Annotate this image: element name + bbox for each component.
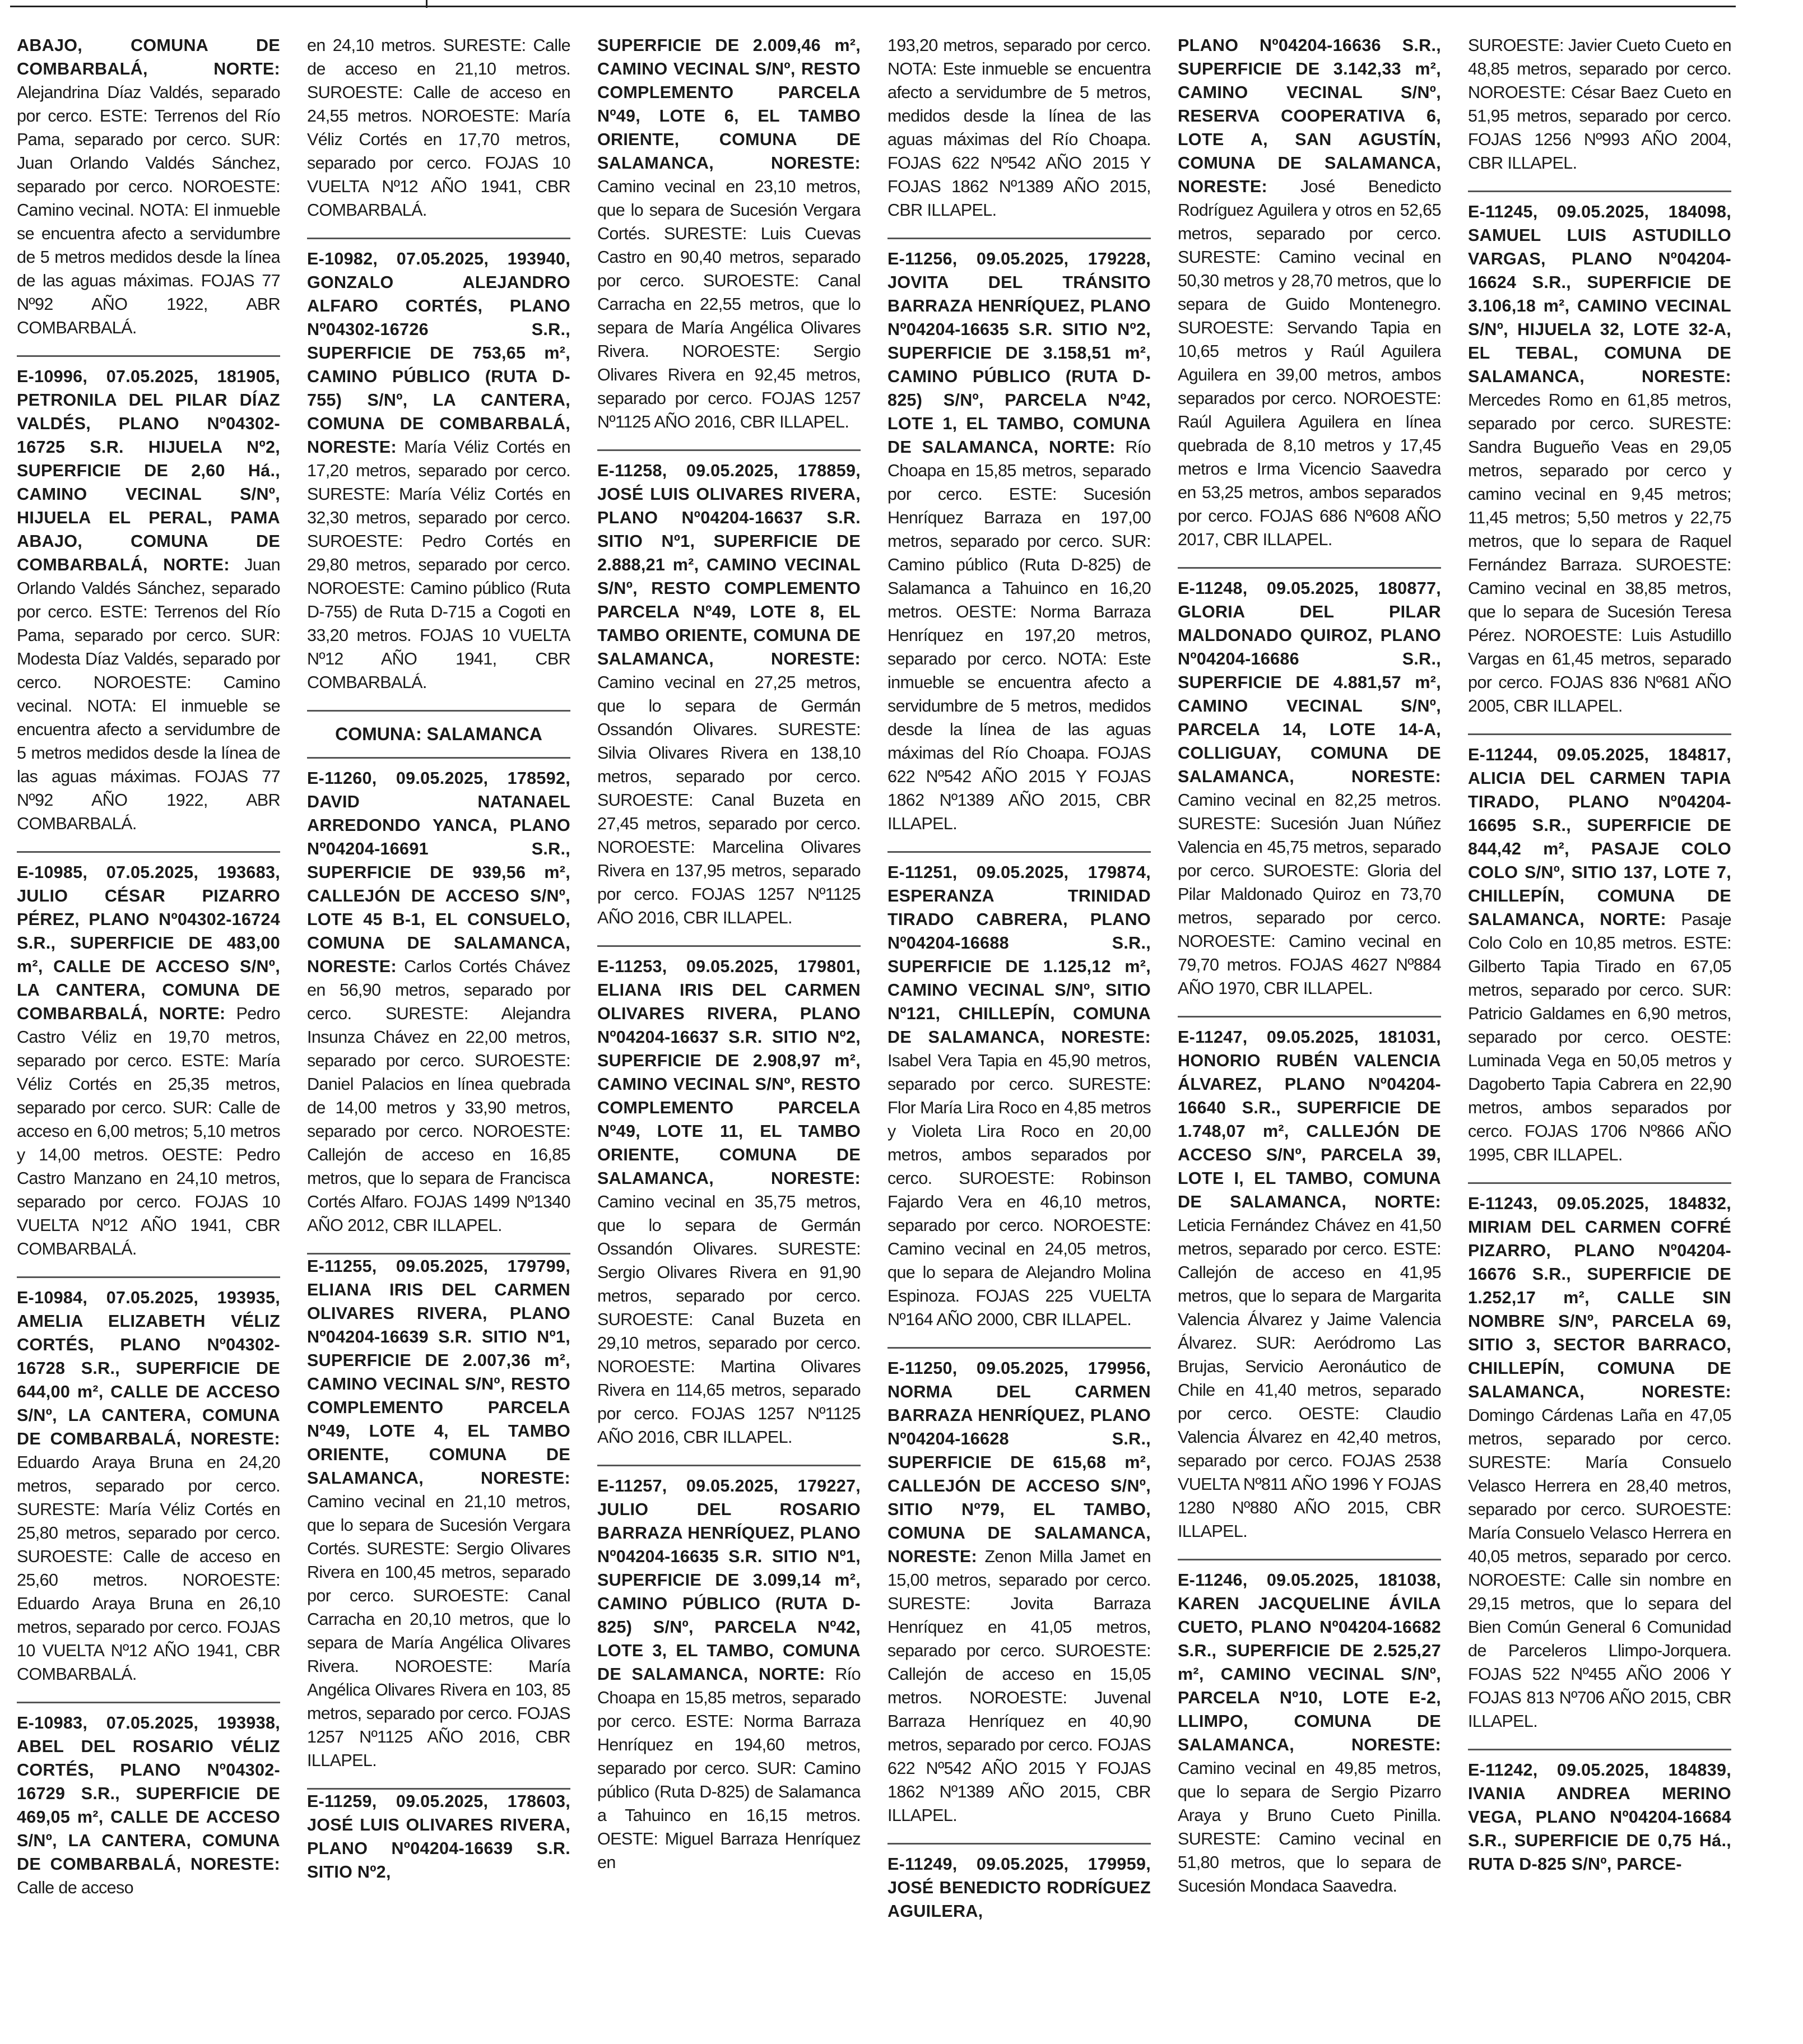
entry-heading: PLANO Nº04204-16636 S.R., SUPERFICIE DE 3.142,33 m², CAMINO VECINAL S/Nº, RESERVA COOPERATIVA 6, LOTE A, SAN AGUSTÍN, COMUNA DE SALAMANCA, NORESTE: (1178, 36, 1441, 196)
entry-heading: E-10996, 07.05.2025, 181905, PETRONILA DEL PILAR DÍAZ VALDÉS, PLANO Nº04302-16725 S.R. HIJUELA Nº2, SUPERFICIE DE 2,60 Há., CAMINO VECINAL S/Nº, HIJUELA EL PERAL, PAMA ABAJO, COMUNA DE COMBARBALÁ, NORTE: (17, 367, 280, 574)
entry-body: Isabel Vera Tapia en 45,90 metros, separado por cerco. SURESTE: Flor María Lira Roco en 4,85 metros y Violeta Lira Roco en 20,00 metros, ambos separados por cerco. SUROESTE: Robinson Fajardo Vera en 46,10 metros, separado por cerco. NOROESTE: Camino vecinal en 24,05 metros, que lo separa de Alejandro Molina Espinoza. FOJAS 225 VUELTA Nº164 AÑO 2000, CBR ILLAPEL. (887, 1051, 1151, 1329)
entry-body: Leticia Fernández Chávez en 41,50 metros, separado por cerco. ESTE: Callejón de acceso en 41,95 metros, que lo separa de Margarita Valencia Álvarez y Jaime Valencia Álvarez. SUR: Aeródromo Las Brujas, Servicio Aeronáutico de Chile en 41,40 metros, separado por cerco. OESTE: Claudio Valencia Álvarez en 42,40 metros, separado por cerco. FOJAS 2538 VUELTA Nº811 AÑO 1996 Y FOJAS 1280 Nº880 AÑO 2015, CBR ILLAPEL. (1178, 1216, 1441, 1541)
entry-heading: E-11242, 09.05.2025, 184839, IVANIA ANDREA MERINO VEGA, PLANO Nº04204-16684 S.R., SUPERFICIE DE 0,75 Há., RUTA D-825 S/Nº, PARCE- (1468, 1760, 1731, 1874)
entry-heading: SUPERFICIE DE 2.009,46 m², CAMINO VECINAL S/Nº, RESTO COMPLEMENTO PARCELA Nº49, LOTE 6, EL TAMBO ORIENTE, COMUNA DE SALAMANCA, NORESTE: (597, 36, 861, 173)
column-4 (887, 34, 1151, 2028)
entry-heading: E-11243, 09.05.2025, 184832, MIRIAM DEL CARMEN COFRÉ PIZARRO, PLANO Nº04204-16676 S.R., SUPERFICIE DE 1.252,17 m², CALLE SIN NOMBRE S/Nº, PARCELA 69, SITIO 3, SECTOR BARRACO, CHILLEPÍN, COMUNA DE SALAMANCA, NORESTE: (1468, 1194, 1731, 1401)
entry-body: 193,20 metros, separado por cerco. NOTA: Este inmueble se encuentra afecto a servidumbre de 5 metros, medidos desde la línea de las aguas máximas del Río Choapa. FOJAS 622 Nº542 AÑO 2015 Y FOJAS 1862 Nº1389 AÑO 2015, CBR ILLAPEL. (887, 36, 1151, 220)
column-1 (17, 34, 280, 2028)
column-3 (597, 34, 861, 2028)
entry-body: Carlos Cortés Chávez en 56,90 metros, separado por cerco. SURESTE: Alejandra Insunza Chávez en 22,00 metros, separado por cerco. SUROESTE: Daniel Palacios en línea quebrada de 14,00 metros y 33,90 metros, separado por cerco. NOROESTE: Callejón de acceso en 16,85 metros, que lo separa de Francisca Cortés Alfaro. FOJAS 1499 Nº1340 AÑO 2012, CBR ILLAPEL. (307, 957, 570, 1235)
entry-body: en 24,10 metros. SURESTE: Calle de acceso en 21,10 metros. SUROESTE: Calle de acceso en 24,55 metros. NOROESTE: María Véliz Cortés en 17,70 metros, separado por cerco. FOJAS 10 VUELTA Nº12 AÑO 1941, CBR COMBARBALÁ. (307, 36, 570, 220)
column-5 (1178, 34, 1441, 2028)
entry-body: María Véliz Cortés en 17,20 metros, separado por cerco. SURESTE: María Véliz Cortés en 32,30 metros, separado por cerco. SUROESTE: Pedro Cortés en 29,80 metros, separado por cerco. NOROESTE: Camino público (Ruta D-755) de Ruta D-715 a Cogoti en 33,20 metros. FOJAS 10 VUELTA Nº12 AÑO 1941, CBR COMBARBALÁ. (307, 438, 570, 692)
entry-body: Camino vecinal en 27,25 metros, que lo separa de Germán Ossandón Olivares. SURESTE: Silvia Olivares Rivera en 138,10 metros, separado por cerco. SUROESTE: Canal Buzeta en 27,45 metros, separado por cerco. NOROESTE: Marcelina Olivares Rivera en 137,95 metros, separado por cerco. FOJAS 1257 Nº1125 AÑO 2016, CBR ILLAPEL. (597, 673, 861, 927)
entry-heading: E-11259, 09.05.2025, 178603, JOSÉ LUIS OLIVARES RIVERA, PLANO Nº04204-16639 S.R. SITIO Nº2, (307, 1792, 570, 1882)
notice-entry (597, 1466, 861, 1890)
notice-entry (1178, 34, 1441, 569)
entry-body: Domingo Cárdenas Laña en 47,05 metros, separado por cerco. SURESTE: María Consuelo Velasco Herrera en 28,40 metros, separado por cerco. SUROESTE: María Consuelo Velasco Herrera en 40,05 metros, separado por cerco. NOROESTE: Calle sin nombre en 29,15 metros, que lo separa del Bien Común General 6 Comunidad de Parceleros Llimpo-Jorquera. FOJAS 522 Nº455 AÑO 2006 Y FOJAS 813 Nº706 AÑO 2015, CBR ILLAPEL. (1468, 1406, 1731, 1731)
notice-entry (597, 451, 861, 947)
entry-heading: E-11247, 09.05.2025, 181031, HONORIO RUBÉN VALENCIA ÁLVAREZ, PLANO Nº04204-16640 S.R., SUPERFICIE DE 1.748,07 m², CALLEJÓN DE ACCESO S/Nº, PARCELA 39, LOTE I, EL TAMBO, COMUNA DE SALAMANCA, NORTE: (1178, 1028, 1441, 1211)
notice-entry (1178, 1018, 1441, 1560)
entry-body: Río Choapa en 15,85 metros, separado por cerco. ESTE: Norma Barraza Henríquez en 194,60 metros, separado por cerco. SUR: Camino público (Ruta D-825) de Salamanca a Tahuinco en 16,15 metros. OESTE: Miguel Barraza Henríquez en (597, 1665, 861, 1872)
entry-heading: E-11260, 09.05.2025, 178592, DAVID NATANAEL ARREDONDO YANCA, PLANO Nº04204-16691 S.R., SUPERFICIE DE 939,56 m², CALLEJÓN DE ACCESO S/Nº, LOTE 45 B-1, EL CONSUELO, COMUNA DE SALAMANCA, NORESTE: (307, 769, 570, 976)
notice-entry (887, 1349, 1151, 1845)
column-2 (307, 34, 570, 2028)
notice-entry (17, 853, 280, 1278)
entry-body: Camino vecinal en 35,75 metros, que lo separa de Germán Ossandón Olivares. SURESTE: Sergio Olivares Rivera en 91,90 metros, separado por cerco. SUROESTE: Canal Buzeta en 29,10 metros, separado por cerco. NOROESTE: Martina Olivares Rivera en 114,65 metros, separado por cerco. FOJAS 1257 Nº1125 AÑO 2016, CBR ILLAPEL. (597, 1192, 861, 1447)
entry-heading: E-10984, 07.05.2025, 193935, AMELIA ELIZABETH VÉLIZ CORTÉS, PLANO Nº04302-16728 S.R., SUPERFICIE DE 644,00 m², CALLE DE ACCESO S/Nº, LA CANTERA, COMUNA DE COMBARBALÁ, NORESTE: (17, 1288, 280, 1448)
entry-heading: E-10985, 07.05.2025, 193683, JULIO CÉSAR PIZARRO PÉREZ, PLANO Nº04302-16724 S.R., SUPERFICIE DE 483,00 m², CALLE DE ACCESO S/Nº, LA CANTERA, COMUNA DE COMBARBALÁ, NORTE: (17, 863, 280, 1023)
notice-entry (307, 767, 570, 1255)
entry-heading: E-11244, 09.05.2025, 184817, ALICIA DEL CARMEN TAPIA TIRADO, PLANO Nº04204-16695 S.R., SUPERFICIE DE 844,42 m², PASAJE COLO COLO S/Nº, SITIO 137, LOTE 7, CHILLEPÍN, COMUNA DE SALAMANCA, NORTE: (1468, 745, 1731, 929)
notice-entry (887, 853, 1151, 1349)
notice-entry (887, 239, 1151, 853)
column-6 (1468, 34, 1731, 2028)
entry-body: Calle de acceso (17, 1878, 134, 1897)
notice-entry (17, 1278, 280, 1703)
entry-heading: E-11245, 09.05.2025, 184098, SAMUEL LUIS ASTUDILLO VARGAS, PLANO Nº04204-16624 S.R., SUPERFICIE DE 3.106,18 m², CAMINO VECINAL S/Nº, HIJUELA 32, LOTE 32-A, EL TEBAL, COMUNA DE SALAMANCA, NORESTE: (1468, 202, 1731, 386)
entry-body: Río Choapa en 15,85 metros, separado por cerco. ESTE: Sucesión Henríquez Barraza en 197,00 metros, separado por cerco. SUR: Camino público (Ruta D-825) de Salamanca a Tahuinco en 16,20 metros. OESTE: Norma Barraza Henríquez en 197,20 metros, separado por cerco. NOTA: Este inmueble se encuentra afecto a servidumbre de 5 metros, medidos desde la línea de las aguas máximas del Río Choapa. FOJAS 622 Nº542 AÑO 2015 Y FOJAS 1862 Nº1389 AÑO 2015, CBR ILLAPEL. (887, 438, 1151, 833)
entry-body: Camino vecinal en 49,85 metros, que lo separa de Sergio Pizarro Araya y Bruno Cueto Pinilla. SURESTE: Camino vecinal en 51,80 metros, que lo separa de Sucesión Mondaca Saavedra. (1178, 1759, 1441, 1896)
notice-entry (1468, 735, 1731, 1184)
entry-heading: E-10982, 07.05.2025, 193940, GONZALO ALEJANDRO ALFARO CORTÉS, PLANO Nº04302-16726 S.R., SUPERFICIE DE 753,65 m², CAMINO PÚBLICO (RUTA D-755) S/Nº, LA CANTERA, COMUNA DE COMBARBALÁ, NORESTE: (307, 249, 570, 457)
entry-heading: E-11253, 09.05.2025, 179801, ELIANA IRIS DEL CARMEN OLIVARES RIVERA, PLANO Nº04204-16637 S.R. SITIO Nº2, SUPERFICIE DE 2.908,97 m², CAMINO VECINAL S/Nº, RESTO COMPLEMENTO PARCELA Nº49, LOTE 11, EL TAMBO ORIENTE, COMUNA DE SALAMANCA, NORESTE: (597, 957, 861, 1188)
entry-body: Juan Orlando Valdés Sánchez, separado por cerco. ESTE: Terrenos del Río Pama, separado por cerco. SUR: Modesta Díaz Valdés, separado por cerco. NOROESTE: Camino vecinal. NOTA: El inmueble se encuentra afecto a servidumbre de 5 metros medidos desde la línea de las aguas máximas. FOJAS 77 Nº92 AÑO 1922, ABR COMBARBALÁ. (17, 555, 280, 833)
notice-entry (307, 1255, 570, 1790)
entry-heading: E-11248, 09.05.2025, 180877, GLORIA DEL PILAR MALDONADO QUIROZ, PLANO Nº04204-16686 S.R., SUPERFICIE DE 4.881,57 m², CAMINO VECINAL S/Nº, PARCELA 14, LOTE 14-A, COLLIGUAY, COMUNA DE SALAMANCA, NORESTE: (1178, 579, 1441, 786)
notice-entry (17, 1703, 280, 1915)
entry-body: SUROESTE: Javier Cueto Cueto en 48,85 metros, separado por cerco. NOROESTE: César Baez Cueto en 51,95 metros, separado por cerco. FOJAS 1256 Nº993 AÑO 2004, CBR ILLAPEL. (1468, 36, 1731, 173)
entry-body: Camino vecinal en 82,25 metros. SURESTE: Sucesión Juan Núñez Valencia en 45,75 metros, separado por cerco. SUROESTE: Gloria del Pilar Maldonado Quiroz en 73,70 metros, separado por cerco. NOROESTE: Camino vecinal en 79,70 metros. FOJAS 4627 Nº884 AÑO 1970, CBR ILLAPEL. (1178, 791, 1441, 998)
notice-entry (597, 947, 861, 1466)
entry-body: Pedro Castro Véliz en 19,70 metros, separado por cerco. ESTE: María Véliz Cortés en 25,35 metros, separado por cerco. SUR: Calle de acceso en 6,00 metros; 5,10 metros y 14,00 metros. OESTE: Pedro Castro Manzano en 24,10 metros, separado por cerco. FOJAS 10 VUELTA Nº12 AÑO 1941, CBR COMBARBALÁ. (17, 1004, 280, 1258)
entry-heading: E-10983, 07.05.2025, 193938, ABEL DEL ROSARIO VÉLIZ CORTÉS, PLANO Nº04302-16729 S.R., SUPERFICIE DE 469,05 m², CALLE DE ACCESO S/Nº, LA CANTERA, COMUNA DE COMBARBALÁ, NORESTE: (17, 1713, 280, 1874)
notice-entry (1468, 192, 1731, 735)
entry-heading: ABAJO, COMUNA DE COMBARBALÁ, NORTE: (17, 36, 280, 78)
entry-body: Pasaje Colo Colo en 10,85 metros. ESTE: Gilberto Tapia Tirado en 67,05 metros, separado por cerco. SUR: Patricio Galdames en 6,90 metros, separado por cerco. OESTE: Luminada Vega en 50,05 metros y Dagoberto Tapia Cabrera en 22,90 metros, ambos separados por cerco. FOJAS 1706 Nº866 AÑO 1995, CBR ILLAPEL. (1468, 910, 1731, 1164)
entry-body: José Benedicto Rodríguez Aguilera y otros en 52,65 metros, separado por cerco. SURESTE: Camino vecinal en 50,30 metros y 28,70 metros, que lo separa de Guido Montenegro. SUROESTE: Servando Tapia en 10,65 metros y Raúl Aguilera Aguilera en 39,00 metros, ambos separados por cerco. NOROESTE: Raúl Aguilera Aguilera en línea quebrada de 8,10 metros y 17,45 metros e Irma Vicencio Saavedra en 53,25 metros, ambos separados por cerco. FOJAS 686 Nº608 AÑO 2017, CBR ILLAPEL. (1178, 177, 1441, 549)
top-divider (426, 0, 427, 8)
entry-body: Camino vecinal en 23,10 metros, que lo separa de Sucesión Vergara Cortés. SURESTE: Luis Cuevas Castro en 90,40 metros, separado por cerco. SUROESTE: Canal Carracha en 22,55 metros, que lo separa de María Angélica Olivares Rivera. NOROESTE: Sergio Olivares Rivera en 92,45 metros, separado por cerco. FOJAS 1257 Nº1125 AÑO 2016, CBR ILLAPEL. (597, 177, 861, 431)
entry-heading: E-11257, 09.05.2025, 179227, JULIO DEL ROSARIO BARRAZA HENRÍQUEZ, PLANO Nº04204-16635 S.R. SITIO Nº1, SUPERFICIE DE 3.099,14 m², CAMINO PÚBLICO (RUTA D-825) S/Nº, PARCELA Nº42, LOTE 3, EL TAMBO, COMUNA DE SALAMANCA, NORTE: (597, 1476, 861, 1684)
top-rule (10, 6, 1736, 7)
entry-heading: E-11255, 09.05.2025, 179799, ELIANA IRIS DEL CARMEN OLIVARES RIVERA, PLANO Nº04204-16639 S.R. SITIO Nº1, SUPERFICIE DE 2.007,36 m², CAMINO VECINAL S/Nº, RESTO COMPLEMENTO PARCELA Nº49, LOTE 4, EL TAMBO ORIENTE, COMUNA DE SALAMANCA, NORESTE: (307, 1257, 570, 1488)
notice-entry (1178, 1560, 1441, 1913)
entry-body: Mercedes Romo en 61,85 metros, separado por cerco. SURESTE: Sandra Bugueño Veas en 29,05 metros, separado por cerco y camino vecinal en 9,45 metros; 11,45 metros; 5,50 metros y 22,75 metros, que lo separa de Raquel Fernández Barraza. SUROESTE: Camino vecinal en 38,85 metros, que lo separa de Sucesión Teresa Pérez. NOROESTE: Luis Astudillo Vargas en 61,45 metros, separado por cerco. FOJAS 836 Nº681 AÑO 2005, CBR ILLAPEL. (1468, 391, 1731, 716)
entry-body: Camino vecinal en 21,10 metros, que lo separa de Sucesión Vergara Cortés. SURESTE: Sergio Olivares Rivera en 100,45 metros, separado por cerco. SUROESTE: Canal Carracha en 20,10 metros, que lo separa de María Angélica Olivares Rivera. NOROESTE: María Angélica Olivares Rivera en 103, 85 metros, separado por cerco. FOJAS 1257 Nº1125 AÑO 2016, CBR ILLAPEL. (307, 1492, 570, 1770)
notice-entry (887, 1845, 1151, 1939)
notice-columns (17, 34, 1734, 2028)
entry-heading: E-11249, 09.05.2025, 179959, JOSÉ BENEDICTO RODRÍGUEZ AGUILERA, (887, 1855, 1151, 1921)
notice-entry (1468, 1184, 1731, 1750)
entry-body: Alejandrina Díaz Valdés, separado por cerco. ESTE: Terrenos del Río Pama, separado por cerco. SUR: Juan Orlando Valdés Sánchez, separado por cerco. NOROESTE: Camino vecinal. NOTA: El inmueble se encuentra afecto a servidumbre de 5 metros medidos desde la línea de las aguas máximas. FOJAS 77 Nº92 AÑO 1922, ABR COMBARBALÁ. (17, 83, 280, 337)
notice-entry (17, 357, 280, 853)
entry-heading: E-11256, 09.05.2025, 179228, JOVITA DEL TRÁNSITO BARRAZA HENRÍQUEZ, PLANO Nº04204-16635 S.R. SITIO Nº2, SUPERFICIE DE 3.158,51 m², CAMINO PÚBLICO (RUTA D-825) S/Nº, PARCELA Nº42, LOTE 1, EL TAMBO, COMUNA DE SALAMANCA, NORTE: (887, 249, 1151, 457)
notice-entry (1468, 1750, 1731, 1892)
notice-entry (307, 1790, 570, 1899)
entry-heading: E-11251, 09.05.2025, 179874, ESPERANZA TRINIDAD TIRADO CABRERA, PLANO Nº04204-16688 S.R., SUPERFICIE DE 1.125,12 m², CAMINO VECINAL S/Nº, SITIO Nº121, CHILLEPÍN, COMUNA DE SALAMANCA, NORESTE: (887, 863, 1151, 1047)
entry-heading: E-11258, 09.05.2025, 178859, JOSÉ LUIS OLIVARES RIVERA, PLANO Nº04204-16637 S.R. SITIO Nº1, SUPERFICIE DE 2.888,21 m², CAMINO VECINAL S/Nº, RESTO COMPLEMENTO PARCELA Nº49, LOTE 8, EL TAMBO ORIENTE, COMUNA DE SALAMANCA, NORESTE: (597, 461, 861, 668)
entry-heading: E-11250, 09.05.2025, 179956, NORMA DEL CARMEN BARRAZA HENRÍQUEZ, PLANO Nº04204-16628 S.R., SUPERFICIE DE 615,68 m², CALLEJÓN DE ACCESO S/Nº, SITIO Nº79, EL TAMBO, COMUNA DE SALAMANCA, NORESTE: (887, 1359, 1151, 1566)
entry-body: Eduardo Araya Bruna en 24,20 metros, separado por cerco. SURESTE: María Véliz Cortés en 25,80 metros, separado por cerco. SUROESTE: Calle de acceso en 25,60 metros. NOROESTE: Eduardo Araya Bruna en 26,10 metros, separado por cerco. FOJAS 10 VUELTA Nº12 AÑO 1941, CBR COMBARBALÁ. (17, 1453, 280, 1684)
notice-entry (887, 34, 1151, 239)
notice-entry (1178, 569, 1441, 1018)
entry-body: Zenon Milla Jamet en 15,00 metros, separado por cerco. SURESTE: Jovita Barraza Henríquez en 41,05 metros, separado por cerco. SUROESTE: Callejón de acceso en 15,05 metros. NOROESTE: Juvenal Barraza Henríquez en 40,90 metros, separado por cerco. FOJAS 622 Nº542 AÑO 2015 Y FOJAS 1862 Nº1389 AÑO 2015, CBR ILLAPEL. (887, 1547, 1151, 1825)
section-heading: COMUNA: SALAMANCA (307, 712, 570, 759)
notice-entry (1468, 34, 1731, 192)
notice-entry (307, 34, 570, 239)
notice-entry (307, 239, 570, 712)
notice-entry (597, 34, 861, 451)
notice-entry (17, 34, 280, 357)
entry-heading: E-11246, 09.05.2025, 181038, KAREN JACQUELINE ÁVILA CUETO, PLANO Nº04204-16682 S.R., SUPERFICIE DE 2.525,27 m², CAMINO VECINAL S/Nº, PARCELA Nº10, LOTE E-2, LLIMPO, COMUNA DE SALAMANCA, NORESTE: (1178, 1571, 1441, 1754)
